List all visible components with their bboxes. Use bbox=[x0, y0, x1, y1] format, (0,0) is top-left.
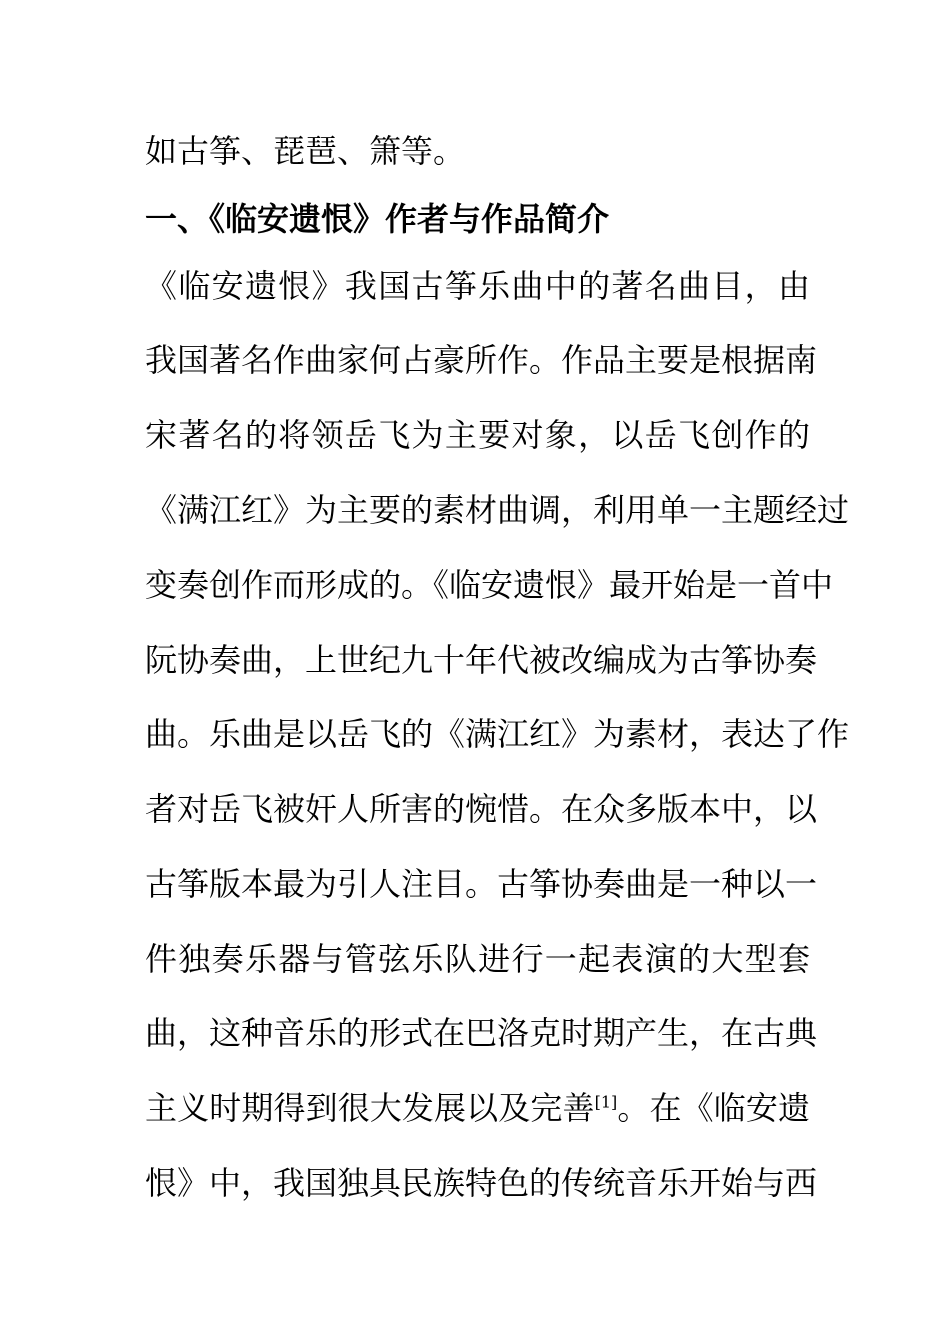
paragraph-line: 《临安遗恨》我国古筝乐曲中的著名曲目，由 bbox=[145, 267, 810, 305]
citation-line-text-before: 主义时期得到很大发展以及完善 bbox=[145, 1089, 595, 1127]
paragraph-final-line: 恨》中，我国独具民族特色的传统音乐开始与西 bbox=[145, 1164, 818, 1202]
paragraph-line: 宋著名的将领岳飞为主要对象，以岳飞创作的 bbox=[145, 416, 810, 454]
paragraph-line: 者对岳飞被奸人所害的惋惜。在众多版本中，以 bbox=[145, 790, 818, 828]
paragraph-line: 曲。乐曲是以岳飞的《满江红》为素材，表达了作 bbox=[145, 715, 850, 753]
paragraph-line: 阮协奏曲，上世纪九十年代被改编成为古筝协奏 bbox=[145, 641, 818, 679]
paragraph-line: 《满江红》为主要的素材曲调，利用单一主题经过 bbox=[145, 491, 850, 529]
paragraph-line: 我国著名作曲家何占豪所作。作品主要是根据南 bbox=[145, 341, 818, 379]
citation-line-text-after: 。在《临安遗 bbox=[617, 1089, 810, 1127]
section-heading: 一、《临安遗恨》作者与作品简介 bbox=[145, 200, 610, 238]
paragraph-line: 古筝版本最为引人注目。古筝协奏曲是一种以一 bbox=[145, 865, 818, 903]
paragraph-line: 曲，这种音乐的形式在巴洛克时期产生，在古典 bbox=[145, 1014, 818, 1052]
citation-reference[interactable]: [1] bbox=[594, 1092, 618, 1112]
paragraph-line: 变奏创作而形成的。《临安遗恨》最开始是一首中 bbox=[145, 566, 834, 604]
paragraph-line-with-citation bbox=[145, 1088, 810, 1128]
paragraph-line: 件独奏乐器与管弦乐队进行一起表演的大型套 bbox=[145, 940, 810, 978]
intro-line: 如古筝、琵琶、箫等。 bbox=[145, 132, 466, 170]
